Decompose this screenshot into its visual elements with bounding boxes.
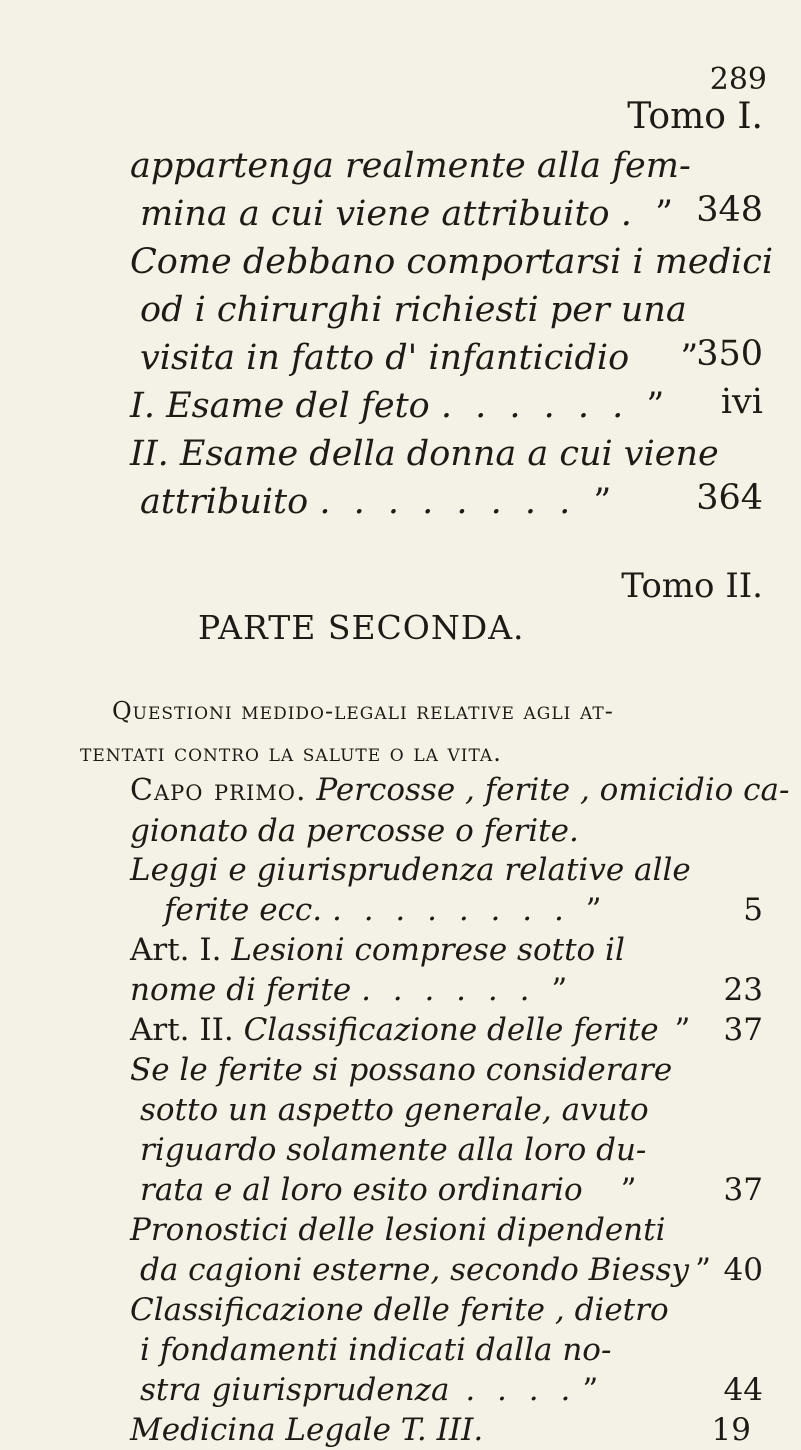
page-ref: 37 [723,1012,763,1048]
entry-line: Art. II. Classificazione delle ferite ” [130,1012,691,1048]
toc-entry-2 [130,238,773,382]
page-ref: 348 [696,190,763,230]
entry-line: mina a cui viene attribuito . ” [140,194,673,234]
entry-line: Pronostici delle lesioni dipendenti [130,1212,666,1248]
toc-entry-7 [130,1010,696,1050]
entry-line: I. Esame del feto . . . . . . ” [130,386,665,426]
volume-label-tomo-2: Tomo II. [621,566,763,606]
entry-line: da cagioni esterne, secondo Biessy ” [140,1252,711,1288]
toc-entry-8 [130,1050,672,1210]
entry-line: rata e al loro esito ordinario ” [140,1172,637,1208]
page-ref: 350 [696,334,763,374]
chapter-line: Capo primo. Percosse , ferite , omicidio ca- [130,772,790,808]
toc-entry-3 [130,382,670,430]
entry-line: i fondamenti indicati dalla no- [140,1332,612,1368]
entry-line: appartenga realmente alla fem- [130,146,691,186]
toc-entry-1 [130,142,691,238]
sheet-number: 19 [711,1412,751,1448]
footer-signature: Medicina Legale T. III. [130,1412,484,1448]
entry-line: ferite ecc. . . . . . . . . ” [164,892,602,928]
entry-line: Come debbano comportarsi i medici [130,242,774,282]
toc-entry-6 [130,930,625,1010]
entry-line: riguardo solamente alla loro du- [140,1132,647,1168]
heading-line: Questioni medido-legali relative agli at- [112,697,614,725]
section-heading [80,690,614,774]
toc-entry-10 [130,1290,669,1410]
entry-line: attribuito . . . . . . . . ” [140,482,612,522]
page-number: 289 [709,62,767,97]
page-ref: 23 [723,972,763,1008]
entry-line: Art. I. Lesioni comprese sotto il [130,932,625,968]
entry-line: od i chirurghi richiesti per una [140,290,687,330]
page-ref: 40 [723,1252,763,1288]
page-ref: 44 [723,1372,763,1408]
volume-label: Tomo I. [627,96,763,137]
page-ref: ivi [720,382,763,422]
entry-line: Se le ferite si possano considerare [130,1052,673,1088]
page-ref: 364 [696,478,763,518]
toc-entry-9 [130,1210,717,1290]
entry-line: II. Esame della donna a cui viene [130,434,719,474]
entry-line: visita in fatto d' infanticidio ” [140,338,699,378]
entry-line: nome di ferite . . . . . . ” [130,972,568,1008]
entry-line: Leggi e giurisprudenza relative alle [130,852,691,888]
entry-line: sotto un aspetto generale, avuto [140,1092,649,1128]
page-ref: 5 [743,892,763,928]
part-title: PARTE SECONDA. [198,608,525,647]
toc-entry-4 [130,430,719,526]
entry-line: stra giurisprudenza . . . . ” [140,1372,599,1408]
page-ref: 37 [723,1172,763,1208]
entry-line: Classificazione delle ferite , dietro [130,1292,669,1328]
heading-line: tentati contro la salute o la vita. [80,739,502,767]
toc-entry-5 [130,850,691,930]
chapter-line: gionato da percosse o ferite. [130,813,579,849]
chapter-heading [130,770,790,851]
